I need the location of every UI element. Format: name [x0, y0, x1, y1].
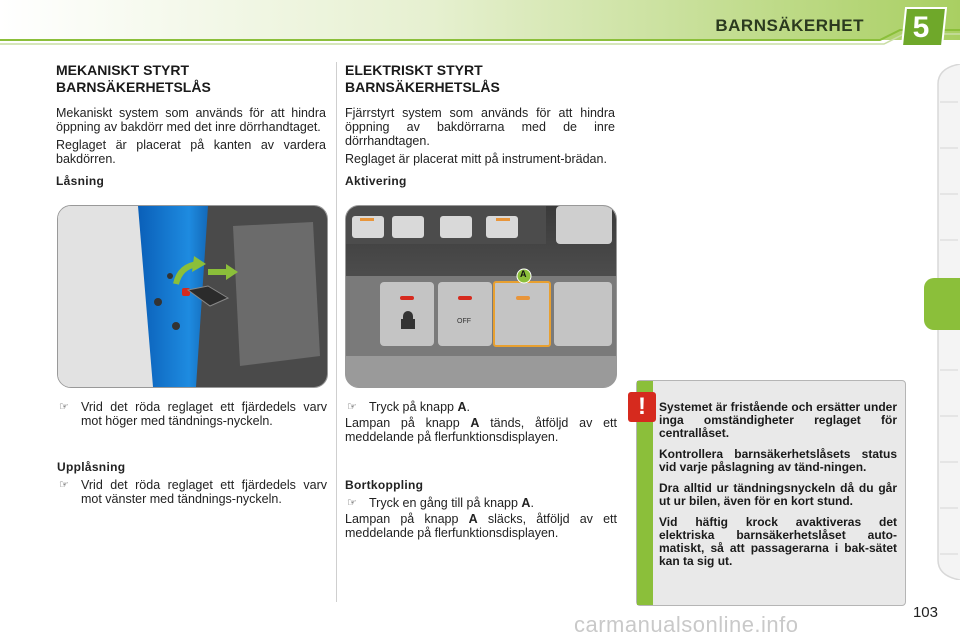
- left-column: [56, 62, 326, 188]
- mid-paragraph-2: Reglaget är placerat mitt på instrument-brädan.: [345, 152, 607, 166]
- chapter-title: BARNSÄKERHET: [715, 16, 864, 35]
- watermark: carmanualsonline.info: [574, 612, 799, 637]
- warning-paragraph-1: Systemet är fristående och ersätter under inga omständigheter reglaget för centrallåset.: [659, 400, 897, 440]
- unlock-instructions: [57, 460, 327, 506]
- lock-instructions: [57, 400, 327, 428]
- left-paragraph-2: Reglaget är placerat på kanten av vardera bakdörren.: [56, 138, 326, 166]
- page-number: 103: [912, 604, 938, 621]
- door-illustration: [58, 206, 327, 387]
- dashboard-photo: [345, 205, 617, 388]
- warning-box: [636, 380, 906, 606]
- pointing-hand-icon: ☞: [347, 497, 357, 509]
- unlock-title: Upplåsning: [57, 460, 126, 474]
- dashboard-illustration: [346, 206, 616, 387]
- activate-title: Aktivering: [345, 174, 407, 188]
- lock-bullet: ☞ Vrid det röda reglaget ett fjärdedels varv mot höger med tändnings-nyckeln.: [59, 400, 327, 428]
- warning-icon: !: [628, 392, 656, 422]
- activate-bullet: ☞ Tryck på knapp A.: [347, 400, 470, 414]
- warning-paragraph-2: Kontrollera barnsäkerhetslåsets status vid varje påslagning av tänd-ningen.: [659, 447, 897, 474]
- mid-heading: ELEKTRISKT STYRT BARNSÄKERHETSLÅS: [345, 62, 500, 95]
- deactivate-text: Lampan på knapp A släcks, åtföljd av ett meddelande på flerfunktionsdisplayen.: [345, 512, 617, 540]
- mid-column: [345, 62, 615, 188]
- left-paragraph-1: Mekaniskt system som används för att hindra öppning av bakdörr med det inre dörrhandtaget.: [56, 106, 326, 134]
- activate-instructions: [345, 400, 617, 448]
- off-label: OFF: [457, 318, 471, 325]
- column-divider: [336, 62, 337, 602]
- pointing-hand-icon: ☞: [59, 479, 69, 491]
- activate-text: Lampan på knapp A tänds, åtföljd av ett meddelande på flerfunktionsdisplayen.: [345, 416, 617, 444]
- chapter-number: 5: [912, 11, 930, 44]
- pointing-hand-icon: ☞: [347, 401, 357, 413]
- unlock-bullet: ☞ Vrid det röda reglaget ett fjärdedels varv mot vänster med tändnings-nyckeln.: [59, 478, 327, 506]
- warning-paragraph-3: Dra alltid ur tändningsnyckeln då du går ut ur bilen, även för en kort stund.: [659, 481, 897, 508]
- pointing-hand-icon: ☞: [59, 401, 69, 413]
- deactivate-title: Bortkoppling: [345, 478, 424, 492]
- lock-title: Låsning: [56, 174, 105, 188]
- door-lock-photo: [57, 205, 328, 388]
- warning-paragraph-4: Vid häftig krock avaktiveras det elektriska barnsäkerhetslåset auto-matiskt, så att passagerarna i bak-sätet kan ta sig ut.: [659, 515, 897, 568]
- deactivate-instructions: [345, 478, 617, 544]
- side-tab-active[interactable]: [924, 278, 960, 330]
- deactivate-bullet: ☞ Tryck en gång till på knapp A.: [347, 496, 534, 510]
- mid-paragraph-1: Fjärrstyrt system som används för att hindra öppning av bakdörrarna med de inre dörrhandtagen.: [345, 106, 615, 148]
- left-heading: MEKANISKT STYRT BARNSÄKERHETSLÅS: [56, 62, 211, 95]
- button-a-label: A: [520, 269, 527, 279]
- warning-text: [659, 401, 897, 576]
